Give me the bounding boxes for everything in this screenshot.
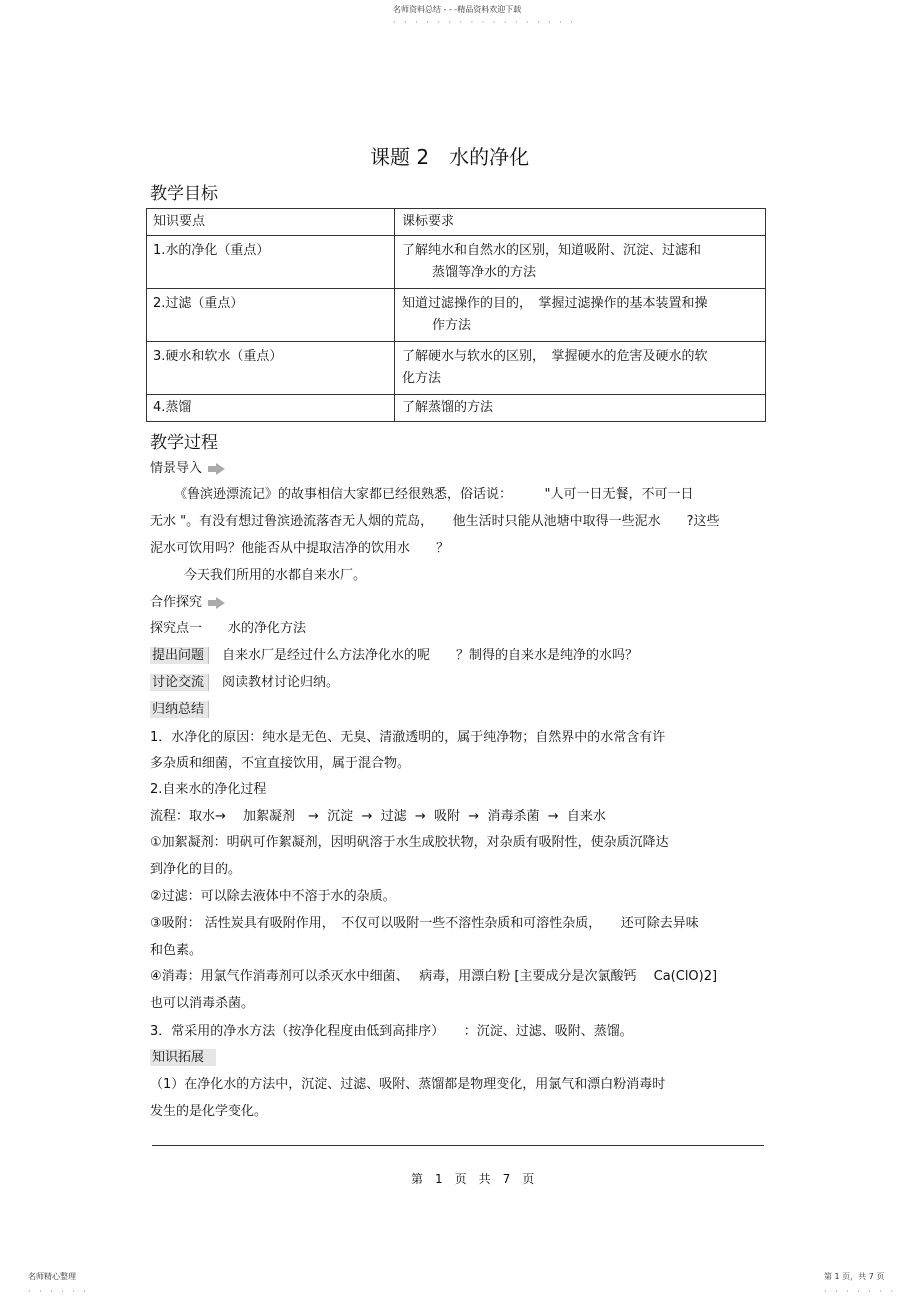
arrow-right-icon bbox=[216, 597, 225, 609]
summary-line: 1．水净化的原因：纯水是无色、无臭、清澈透明的，属于纯净物；自然界中的水常含有许 bbox=[150, 730, 666, 745]
header-dots: · · · · · · · · · · · · · · · · · bbox=[393, 18, 576, 27]
goals-table bbox=[146, 208, 766, 422]
ask-row bbox=[150, 648, 638, 664]
page-number: 第 1 页 共 7 页 bbox=[411, 1172, 535, 1186]
knowledge-point: 2.过滤（重点） bbox=[147, 289, 395, 342]
header-cell: 知识要点 bbox=[147, 209, 395, 236]
summary-row bbox=[150, 702, 209, 718]
bottom-right-page: 第 1 页，共 7 页 bbox=[824, 1272, 885, 1281]
summary-line: 也可以消毒杀菌。 bbox=[150, 996, 255, 1011]
section-heading-goals: 教学目标 bbox=[150, 184, 218, 204]
coop-label bbox=[150, 595, 225, 611]
footer-divider bbox=[152, 1145, 764, 1146]
requirement-line: 蒸馏等净水的方法 bbox=[432, 265, 537, 280]
requirement bbox=[395, 342, 766, 395]
bottom-left-note: 名师精心整理 bbox=[28, 1272, 76, 1281]
requirement-line: 了解硬水与软水的区别， 掌握硬水的危害及硬水的软 bbox=[402, 349, 708, 364]
table-row bbox=[147, 236, 766, 289]
requirement: 了解蒸馏的方法 bbox=[395, 395, 766, 422]
requirement-line: 作方法 bbox=[432, 318, 472, 333]
discussion-text: 阅读教材讨论归纳。 bbox=[222, 675, 340, 690]
requirement bbox=[395, 236, 766, 289]
section-heading-process: 教学过程 bbox=[150, 433, 218, 453]
extension-row bbox=[150, 1050, 216, 1066]
header-cell: 课标要求 bbox=[395, 209, 766, 236]
discussion-row bbox=[150, 675, 339, 691]
bottom-left-dots: · · · · · · bbox=[28, 1287, 89, 1296]
summary-tag: 归纳总结 bbox=[150, 701, 209, 718]
extension-line: （1）在净化水的方法中，沉淀、过滤、吸附、蒸馏都是物理变化，用氯气和漂白粉消毒时 bbox=[150, 1077, 666, 1092]
knowledge-point: 3.硬水和软水（重点） bbox=[147, 342, 395, 395]
ask-text: 自来水厂是经过什么方法净化水的呢 ？制得的自来水是纯净的水吗？ bbox=[222, 648, 639, 663]
table-row bbox=[147, 342, 766, 395]
arrow-right-icon bbox=[216, 463, 225, 475]
summary-line: 3．常采用的净水方法（按净化程度由低到高排序） ：沉淀、过滤、吸附、蒸馏。 bbox=[150, 1024, 633, 1039]
summary-line: ②过滤：可以除去液体中不溶于水的杂质。 bbox=[150, 889, 396, 904]
intro-paragraph: 无水 "。有没有想过鲁滨逊流落杳无人烟的荒岛， 他生活时只能从池塘中取得一些泥水 ?这些 bbox=[150, 514, 720, 529]
intro-label bbox=[150, 461, 225, 477]
extension-tag: 知识拓展 bbox=[150, 1049, 216, 1066]
knowledge-point: 1.水的净化（重点） bbox=[147, 236, 395, 289]
summary-line: ①加絮凝剂：明矾可作絮凝剂，因明矾溶于水生成胶状物，对杂质有吸附性，使杂质沉降达 bbox=[150, 835, 669, 850]
requirement-line: 知道过滤操作的目的， 掌握过滤操作的基本装置和操 bbox=[402, 296, 708, 311]
intro-paragraph: 泥水可饮用吗？他能否从中提取洁净的饮用水 ？ bbox=[150, 541, 450, 556]
intro-paragraph: 今天我们所用的水都自来水厂。 bbox=[184, 568, 367, 583]
requirement-line: 化方法 bbox=[402, 371, 442, 386]
summary-line: 2.自来水的净化过程 bbox=[150, 782, 267, 797]
requirement-line: 了解纯水和自然水的区别，知道吸附、沉淀、过滤和 bbox=[402, 243, 702, 258]
discussion-tag: 讨论交流 bbox=[150, 674, 209, 691]
knowledge-point: 4.蒸馏 bbox=[147, 395, 395, 422]
summary-line: 和色素。 bbox=[150, 943, 203, 958]
summary-line: ④消毒：用氯气作消毒剂可以杀灭水中细菌、 病毒，用漂白粉 [主要成分是次氯酸钙 Ca(ClO)2] bbox=[150, 969, 718, 984]
requirement bbox=[395, 289, 766, 342]
summary-line: ③吸附： 活性炭具有吸附作用， 不仅可以吸附一些不溶性杂质和可溶性杂质， 还可除去异味 bbox=[150, 916, 699, 931]
table-row bbox=[147, 289, 766, 342]
table-header-row bbox=[147, 209, 766, 236]
table-row bbox=[147, 395, 766, 422]
summary-line: 多杂质和细菌，不宜直接饮用，属于混合物。 bbox=[150, 756, 411, 771]
page-title: 课题 2 水的净化 bbox=[370, 145, 530, 169]
intro-paragraph: 《鲁滨逊漂流记》的故事相信大家都已经很熟悉，俗话说： "人可一日无餐，不可一日 bbox=[174, 487, 694, 502]
extension-line: 发生的是化学变化。 bbox=[150, 1104, 268, 1119]
summary-line: 到净化的目的。 bbox=[150, 862, 242, 877]
inquiry-point: 探究点一 水的净化方法 bbox=[150, 621, 307, 636]
bottom-right-dots: · · · · · · · bbox=[824, 1287, 897, 1296]
watermark-header: 名师资料总结 - - -精品资料欢迎下载 bbox=[393, 5, 522, 14]
summary-line: 流程：取水→ 加絮凝剂 → 沉淀 → 过滤 → 吸附 → 消毒杀菌 → 自来水 bbox=[150, 809, 606, 824]
intro-label-text: 情景导入 bbox=[150, 461, 203, 476]
ask-tag: 提出问题 bbox=[150, 647, 209, 664]
coop-label-text: 合作探究 bbox=[150, 595, 203, 610]
